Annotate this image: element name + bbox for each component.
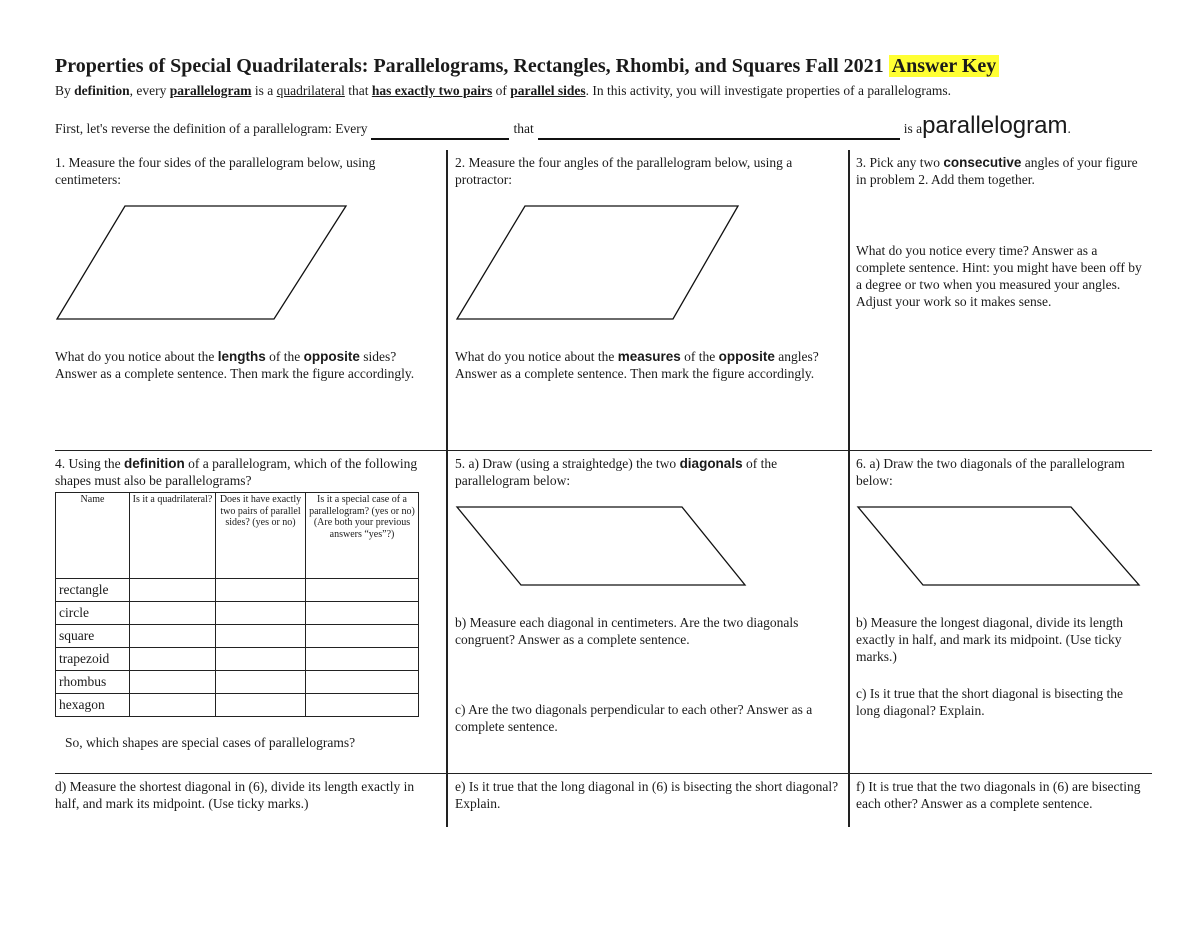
q5-word-diagonals: diagonals xyxy=(679,456,743,471)
def-text-4: that xyxy=(344,83,372,98)
table-row xyxy=(56,694,419,717)
q4-prompt: 4. Using the definition of a parallelogram, which of the following shapes must also be parallelograms? xyxy=(55,456,418,488)
q3-notice: What do you notice every time? Answer as a complete sentence. Hint: you might have been off by a degree or two when you measured your angles. Adjust your work so it makes sense. xyxy=(856,243,1142,309)
row-name: hexagon xyxy=(56,694,130,717)
handwritten-answer: parallelogram xyxy=(922,112,1068,139)
q6d-prompt: d) Measure the shortest diagonal in (6), divide its length exactly in half, and mark its midpoint. (Use ticky marks.) xyxy=(55,779,415,811)
table-header-row xyxy=(56,493,419,579)
def-word-definition: definition xyxy=(74,83,130,98)
reverse-text-3: is a xyxy=(903,121,923,136)
q2-word-opposite: opposite xyxy=(718,349,775,364)
q6-parallelogram xyxy=(856,505,1156,590)
title-main: Properties of Special Quadrilaterals: Parallelograms, Rectangles, Rhombi, and Squares Fall 2021 xyxy=(55,55,884,77)
row-divider-2 xyxy=(55,773,1152,774)
q1-prompt: 1. Measure the four sides of the parallelogram below, using centimeters: xyxy=(55,155,376,187)
shapes-table xyxy=(55,492,419,717)
header-quadrilateral: Is it a quadrilateral? xyxy=(130,493,216,579)
reverse-definition-line: First, let's reverse the definition of a parallelogram: Every that is aparallelogram. xyxy=(55,112,1071,139)
q6f-prompt: f) It is true that the two diagonals in (6) are bisecting each other? Answer as a complete sentence. xyxy=(856,779,1141,811)
q3-word-consecutive: consecutive xyxy=(943,155,1022,170)
table-row xyxy=(56,625,419,648)
def-text-3: is a xyxy=(251,83,277,98)
row-name: circle xyxy=(56,602,130,625)
answer-cell[interactable] xyxy=(306,579,419,602)
row-name: trapezoid xyxy=(56,648,130,671)
def-word-quadrilateral: quadrilateral xyxy=(276,83,345,98)
table-row xyxy=(56,648,419,671)
answer-cell[interactable] xyxy=(306,648,419,671)
answer-cell[interactable] xyxy=(306,602,419,625)
def-text-1: By xyxy=(55,83,75,98)
q6c-prompt: c) Is it true that the short diagonal is bisecting the long diagonal? Explain. xyxy=(856,686,1123,718)
answer-cell[interactable] xyxy=(216,648,306,671)
column-divider-2 xyxy=(848,150,850,827)
row-divider-1 xyxy=(55,450,1152,451)
reverse-text-2: that xyxy=(513,121,534,136)
answer-cell[interactable] xyxy=(130,625,216,648)
answer-cell[interactable] xyxy=(306,694,419,717)
answer-cell[interactable] xyxy=(130,579,216,602)
answer-cell[interactable] xyxy=(216,694,306,717)
def-word-has-exactly: has exactly two pairs xyxy=(371,83,493,98)
answer-cell[interactable] xyxy=(130,671,216,694)
q5-parallelogram xyxy=(455,505,755,590)
q6e-prompt: e) Is it true that the long diagonal in (6) is bisecting the short diagonal? Explain. xyxy=(455,779,839,811)
answer-cell[interactable] xyxy=(130,602,216,625)
answer-key-highlight: Answer Key xyxy=(889,55,1000,77)
q5c-prompt: c) Are the two diagonals perpendicular to each other? Answer as a complete sentence. xyxy=(455,702,813,734)
answer-cell[interactable] xyxy=(216,602,306,625)
header-special-case: Is it a special case of a parallelogram? (yes or no) (Are both your previous answers “yes”?) xyxy=(306,493,419,579)
answer-cell[interactable] xyxy=(130,648,216,671)
q2-parallelogram xyxy=(455,204,755,324)
q1-notice: What do you notice about the lengths of the opposite sides? Answer as a complete sentence. Then mark the figure accordingly. xyxy=(55,349,415,381)
answer-cell[interactable] xyxy=(216,625,306,648)
row-name: rectangle xyxy=(56,579,130,602)
answer-cell[interactable] xyxy=(306,625,419,648)
row-name: rhombus xyxy=(56,671,130,694)
def-word-parallel-sides: parallel sides xyxy=(510,83,586,98)
q1-word-opposite: opposite xyxy=(303,349,360,364)
q3-prompt: 3. Pick any two consecutive angles of your figure in problem 2. Add them together. xyxy=(856,155,1138,187)
q4-followup: So, which shapes are special cases of parallelograms? xyxy=(65,735,356,750)
reverse-text-1: First, let's reverse the definition of a parallelogram: Every xyxy=(55,121,368,136)
answer-cell[interactable] xyxy=(306,671,419,694)
table-row xyxy=(56,602,419,625)
def-text-2: , every xyxy=(129,83,170,98)
q6b-prompt: b) Measure the longest diagonal, divide its length exactly in half, and mark its midpoint. (Use ticky marks.) xyxy=(856,615,1123,664)
q1-parallelogram xyxy=(55,204,355,324)
def-text-5: of xyxy=(492,83,511,98)
answer-blank-2[interactable] xyxy=(538,124,900,140)
column-divider-1 xyxy=(446,150,448,827)
table-row xyxy=(56,671,419,694)
header-name: Name xyxy=(56,493,130,579)
q2-word-measures: measures xyxy=(617,349,681,364)
page-title xyxy=(55,55,999,78)
definition-line xyxy=(55,83,951,99)
answer-cell[interactable] xyxy=(130,694,216,717)
answer-cell[interactable] xyxy=(216,579,306,602)
row-name: square xyxy=(56,625,130,648)
q1-word-lengths: lengths xyxy=(217,349,266,364)
q4-word-definition: definition xyxy=(124,456,185,471)
q2-prompt: 2. Measure the four angles of the parallelogram below, using a protractor: xyxy=(455,155,793,187)
def-word-parallelogram: parallelogram xyxy=(169,83,252,98)
q5a-prompt: 5. a) Draw (using a straightedge) the two diagonals of the parallelogram below: xyxy=(455,456,778,488)
q5b-prompt: b) Measure each diagonal in centimeters. Are the two diagonals congruent? Answer as a complete sentence. xyxy=(455,615,799,647)
header-parallel-sides: Does it have exactly two pairs of parallel sides? (yes or no) xyxy=(216,493,306,579)
answer-cell[interactable] xyxy=(216,671,306,694)
q2-notice: What do you notice about the measures of the opposite angles? Answer as a complete sentence. Then mark the figure accordingly. xyxy=(455,349,819,381)
def-text-6: . In this activity, you will investigate properties of a parallelograms. xyxy=(585,83,952,98)
answer-blank-1[interactable] xyxy=(371,124,509,140)
q6a-prompt: 6. a) Draw the two diagonals of the parallelogram below: xyxy=(856,456,1125,488)
table-row xyxy=(56,579,419,602)
